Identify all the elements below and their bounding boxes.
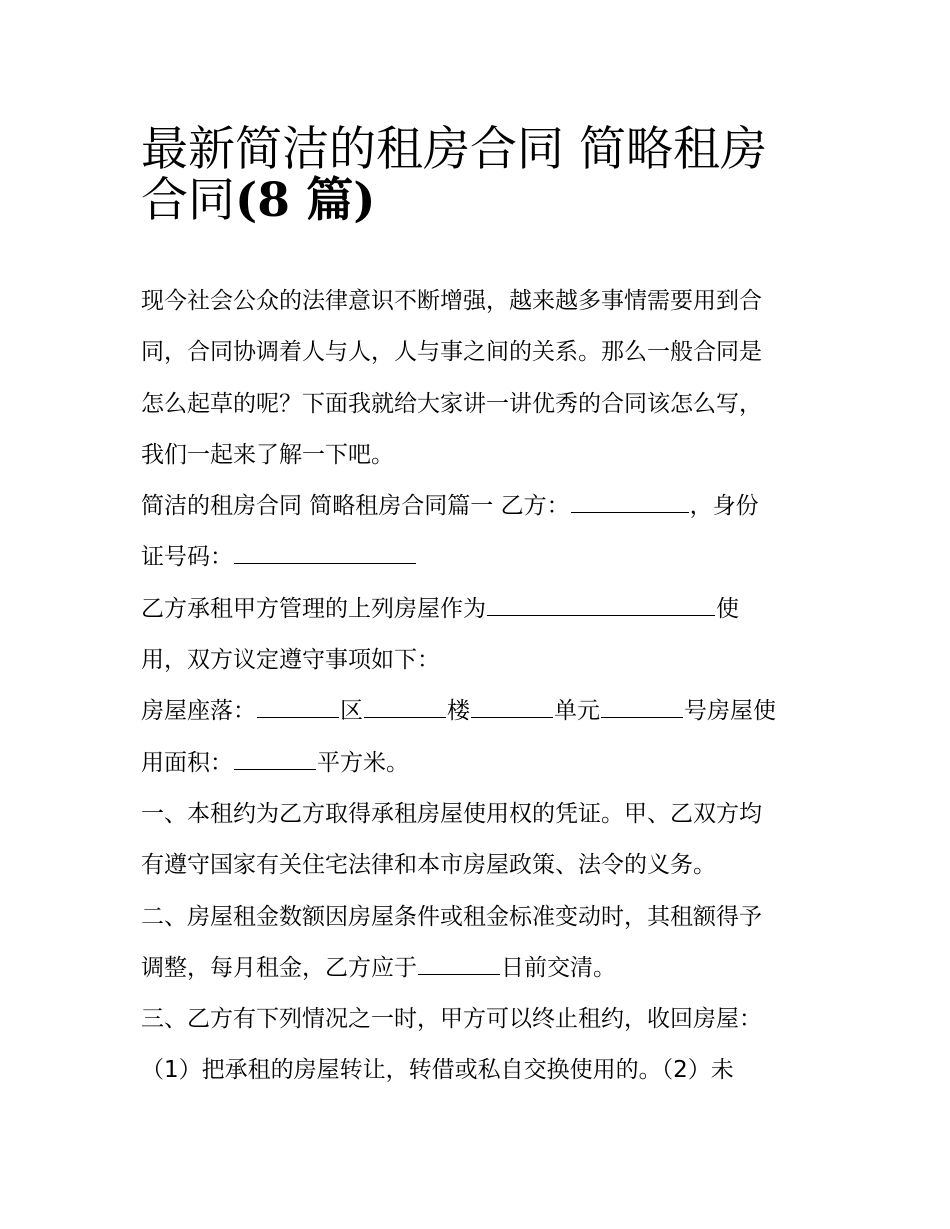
usage-suffix: 使 <box>716 595 739 622</box>
intro-line-3: 怎么起草的呢？下面我就给大家讲一讲优秀的合同该怎么写， <box>141 390 762 417</box>
area-unit: 平方米。 <box>317 749 409 776</box>
room-number-blank <box>601 698 683 718</box>
area-line <box>141 738 821 789</box>
party-b-name-blank <box>571 493 689 513</box>
rent-due-day-blank <box>418 955 500 975</box>
party-b-line <box>141 481 821 532</box>
area-label: 用面积： <box>141 749 233 776</box>
location-line <box>141 686 821 737</box>
id-label-start: ，身份 <box>689 493 759 520</box>
district-label: 区 <box>340 698 363 725</box>
id-number-line <box>141 532 821 583</box>
agreement-line: 用，双方议定遵守事项如下： <box>141 647 440 674</box>
room-suffix: 号房屋使 <box>684 698 776 725</box>
intro-line-4: 我们一起来了解一下吧。 <box>141 441 394 468</box>
building-label: 楼 <box>447 698 470 725</box>
clause-1-line-1: 一、本租约为乙方取得承租房屋使用权的凭证。甲、乙双方均 <box>141 800 762 827</box>
id-number-label: 证号码： <box>141 544 233 571</box>
clause-1-line-2: 有遵守国家有关住宅法律和本市房屋政策、法令的义务。 <box>141 852 716 879</box>
area-blank <box>234 750 316 770</box>
document-title <box>141 112 841 229</box>
clause-3-line-2: （1）把承租的房屋转让，转借或私自交换使用的。（2）未 <box>141 1057 734 1084</box>
title-line-1: 最新简洁的租房合同 简略租房 <box>141 122 767 177</box>
clause-2-line-2 <box>141 943 821 994</box>
unit-label: 单元 <box>554 698 600 725</box>
usage-line <box>141 584 821 635</box>
clause-3-line-1: 三、乙方有下列情况之一时，甲方可以终止租约，收回房屋： <box>141 1006 762 1033</box>
clause-2-line-1: 二、房屋租金数额因房屋条件或租金标准变动时，其租额得予 <box>141 903 762 930</box>
unit-blank <box>471 698 553 718</box>
rent-due-suffix: 日前交清。 <box>501 954 616 981</box>
intro-line-1: 现今社会公众的法律意识不断增强，越来越多事情需要用到合 <box>141 288 762 314</box>
building-blank <box>364 698 446 718</box>
district-blank <box>257 698 339 718</box>
usage-purpose-blank <box>487 596 715 616</box>
title-line-2-text: 合同 <box>141 173 235 229</box>
document-body <box>141 276 821 1097</box>
intro-line-2: 同，合同协调着人与人，人与事之间的关系。那么一般合同是 <box>141 339 762 366</box>
usage-label: 乙方承租甲方管理的上列房屋作为 <box>141 595 486 622</box>
rent-due-label: 调整，每月租金，乙方应于 <box>141 954 417 981</box>
id-number-blank <box>234 544 416 564</box>
party-b-label: 简洁的租房合同 简略租房合同篇一 乙方： <box>141 493 570 520</box>
title-count: (8 篇) <box>235 173 376 229</box>
location-label: 房屋座落： <box>141 698 256 725</box>
